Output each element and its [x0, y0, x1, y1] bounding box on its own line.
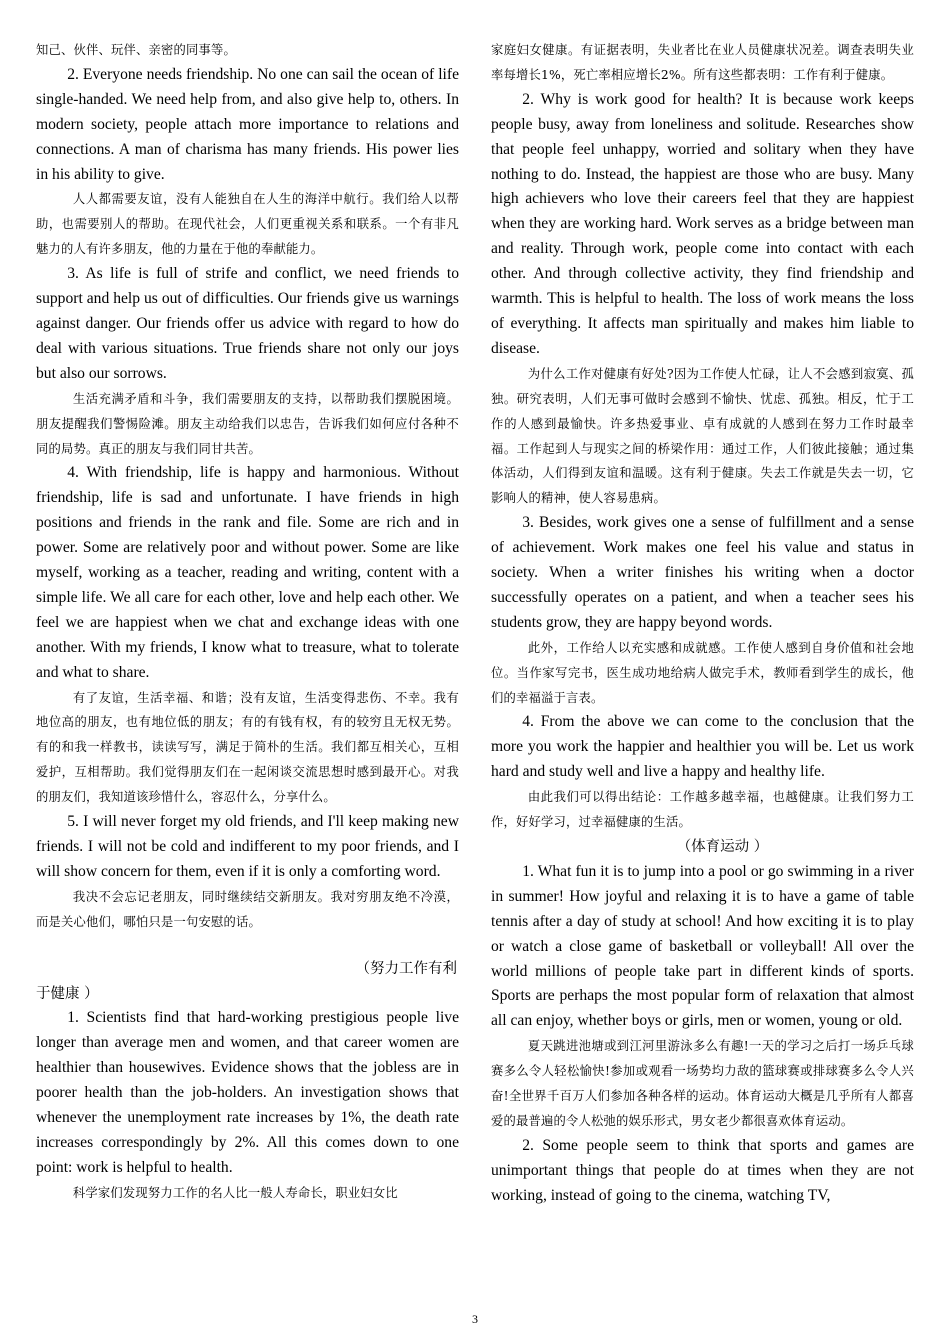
- friendship-paragraph-5-en: 5. I will never forget my old friends, and I'll keep making new friends. I will not be cold and indifferent to my poor friends, and I will show concern for them, even if it is only a comforting word.: [36, 813, 459, 880]
- right-column: [491, 38, 914, 1209]
- friendship-paragraph-2-en: 2. Everyone needs friendship. No one can sail the ocean of life single-handed. We need help from, and also give help to, others. In modern society, people attach more importance to relations and connections. A man of charisma has many friends. His power lies in his ability to give.: [36, 65, 459, 183]
- friendship-zh-continued: 知己、伙伴、玩伴、亲密的同事等。: [36, 43, 236, 57]
- work-paragraph-1-zh-start: 科学家们发现努力工作的名人比一般人寿命长，职业妇女比: [72, 1185, 398, 1200]
- work-heading-line-1: （努力工作有利: [355, 960, 457, 977]
- work-heading-line-2: 于健康 ）: [36, 985, 99, 1002]
- work-paragraph-4-en: 4. From the above we can come to the conclusion that the more you work the happier and healthier you will be. Let us work hard and study well and live a happy and healthy life.: [491, 713, 914, 781]
- friendship-paragraph-2-zh: 人人都需要友谊，没有人能独自在人生的海洋中航行。我们给人以帮助，也需要别人的帮助。在现代社会，人们更重视关系和联系。一个有非凡魅力的人有许多朋友，他的力量在于他的奉献能力。: [36, 192, 459, 257]
- friendship-paragraph-3-zh: 生活充满矛盾和斗争，我们需要朋友的支持，以帮助我们摆脱困境。朋友提醒我们警惕险滩。朋友主动给我们以忠告，告诉我们如何应付各种不同的局势。真正的朋友与我们同甘共苦。: [36, 391, 459, 456]
- work-paragraph-4-zh: 由此我们可以得出结论：工作越多越幸福，也越健康。让我们努力工作，好好学习，过幸福健康的生活。: [491, 790, 914, 830]
- sports-paragraph-2-en: 2. Some people seem to think that sports and games are unimportant things that people do at times when they are not working, instead of going to the cinema, watching TV,: [491, 1136, 914, 1204]
- sports-section-heading: （体育运动 ）: [676, 839, 769, 855]
- friendship-paragraph-5-zh: 我决不会忘记老朋友，同时继续结交新朋友。我对穷朋友绝不冷漠，而是关心他们，哪怕只是一句安慰的话。: [36, 889, 459, 929]
- work-section-heading: [36, 957, 459, 1007]
- work-paragraph-3-zh: 此外，工作给人以充实感和成就感。工作使人感到自身价值和社会地位。当作家写完书，医生成功地给病人做完手术，教师看到学生的成长，他们的幸福溢于言表。: [491, 640, 914, 705]
- friendship-paragraph-4-zh: 有了友谊，生活幸福、和谐；没有友谊，生活变得悲伤、不幸。我有地位高的朋友，也有地位低的朋友；有的有钱有权，有的较穷且无权无势。有的和我一样教书，读读写写，满足于简朴的生活。我们都互相关心，互相爱护，互相帮助。我们觉得朋友们在一起闲谈交流思想时感到最开心。对我的朋友们，我知道该珍惜什么，容忍什么，分享什么。: [36, 690, 459, 805]
- friendship-paragraph-3-en: 3. As life is full of strife and conflict, we need friends to support and help us out of difficulties. Our friends give us warnings against danger. Our friends offer us advice with regard to how do deal with various situations. True friends share not only our joys but also our sorrows.: [36, 265, 459, 382]
- work-paragraph-2-en: 2. Why is work good for health? It is because work keeps people busy, away from loneliness and solitude. Researches show that people feel unhappy, worried and solitary when they have nothing to do. Instead, the happiest are those who are busy. Many high achievers who love their careers feel that they are happiest when they are working hard. Work serves as a bridge between man and reality. Through work, people come into contact with each other. And through collective activity, they find friendship and warmth. This is helpful to health. The loss of work means the loss of everything. It affects man spiritually and makes him liable to disease.: [491, 90, 914, 357]
- work-paragraph-2-zh: 为什么工作对健康有好处?因为工作使人忙碌，让人不会感到寂寞、孤独。研究表明，人们无事可做时会感到不愉快、忧虑、孤独。相反，忙于工作的人感到最愉快。许多热爱事业、卓有成就的人感到在努力工作时最幸福。工作起到人与现实之间的桥梁作用：通过工作，人们彼此接触；通过集体活动，人们得到友谊和温暖。这有利于健康。失去工作就是失去一切，它影响人的精神，使人容易患病。: [491, 366, 914, 506]
- work-paragraph-3-en: 3. Besides, work gives one a sense of fulfillment and a sense of achievement. Work makes one feel his value and status in society. When a writer finishes his writing when a doctor successfully operates on a patient, and when a teacher sees his students grow, they are happy beyond words.: [491, 514, 914, 631]
- left-column: [36, 38, 459, 1206]
- page-number: 3: [472, 1312, 478, 1326]
- work-paragraph-1-zh-continued: 家庭妇女健康。有证据表明，失业者比在业人员健康状况差。调查表明失业率每增长1%，死亡率相应增长2%。所有这些都表明：工作有利于健康。: [491, 43, 914, 82]
- sports-paragraph-1-en: 1. What fun it is to jump into a pool or go swimming in a river in summer! How joyful and relaxing it is to have a game of table tennis after a day of study at school! And how exciting it is to play or watch a close game of basketball or volleyball! All over the world millions of people take part in different kinds of sports. Sports are perhaps the most popular form of relaxation that almost all can enjoy, whether boys or girls, men or women, young or old.: [491, 862, 914, 1030]
- work-paragraph-1-en: 1. Scientists find that hard-working prestigious people live longer than average men and women, and that career women are healthier than housewives. Evidence shows that the jobless are in poorer health than the job-holders. An investigation shows that whenever the unemployment rate increases by 1%, the death rate increases correspondingly by 2%. All this comes down to one point: work is helpful to health.: [36, 1009, 459, 1176]
- sports-paragraph-1-zh: 夏天跳进池塘或到江河里游泳多么有趣!一天的学习之后打一场乒乓球赛多么令人轻松愉快!参加或观看一场势均力敌的篮球赛或排球赛多么令人兴奋!全世界千百万人们参加各种各样的运动。体育运动大概是几乎所有人都喜爱的最普遍的令人松弛的娱乐形式，男女老少都很喜欢体育运动。: [491, 1039, 914, 1128]
- friendship-paragraph-4-en: 4. With friendship, life is happy and harmonious. Without friendship, life is sad and unfortunate. I have friends in high positions and friends in the rank and file. Some are rich and in power. Some are relatively poor and without power. Some are like myself, working as a teacher, reading and writing, content with a simple life. We all care for each other, love and help each other. We feel we are happiest when we chat and exchange ideas with one another. With my friends, I know what to treasure, what to tolerate and what to share.: [36, 464, 459, 681]
